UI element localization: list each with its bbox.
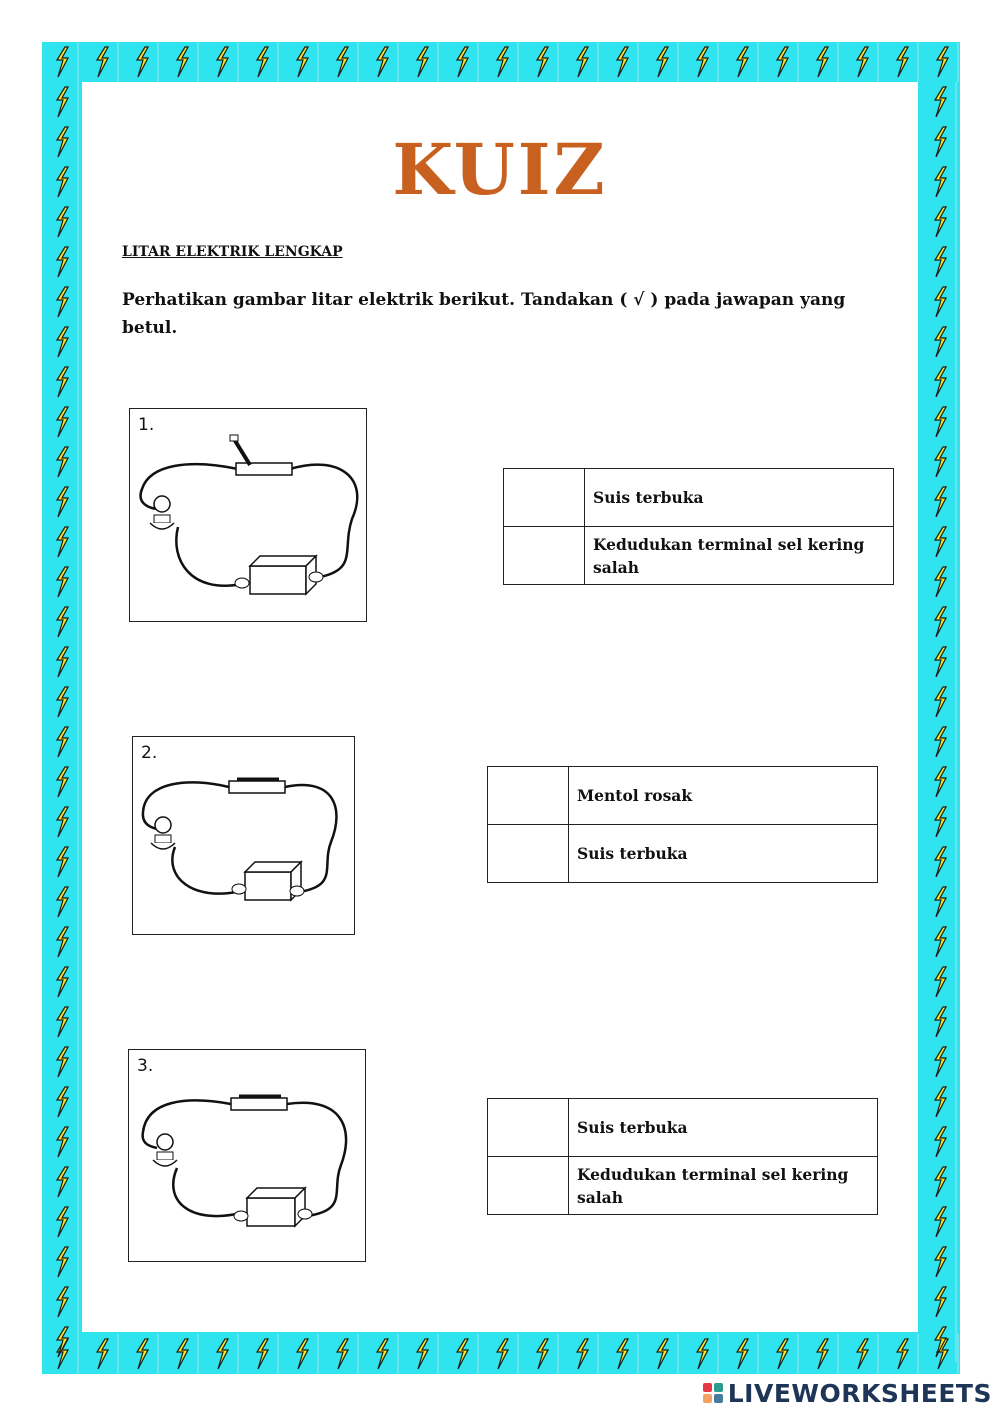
lightning-bolt-icon xyxy=(57,762,78,802)
answer-table-2 xyxy=(487,766,878,883)
lightning-bolt-icon xyxy=(935,482,956,522)
lightning-bolt-icon xyxy=(57,442,78,482)
lightning-bolt-icon xyxy=(457,42,478,82)
circuit-image-1 xyxy=(129,408,367,622)
lightning-bolt-icon xyxy=(57,562,78,602)
lightning-bolt-icon xyxy=(737,42,758,82)
lightning-bolt-icon xyxy=(935,562,956,602)
lightning-bolt-icon xyxy=(57,1042,78,1082)
lightning-bolt-icon xyxy=(935,642,956,682)
lightning-bolt-icon xyxy=(497,1334,518,1374)
option-text: Kedudukan terminal sel kering salah xyxy=(569,1157,878,1215)
table-row xyxy=(504,527,894,585)
lightning-bolt-icon xyxy=(937,42,958,82)
lightning-bolt-icon xyxy=(935,322,956,362)
lightning-bolt-icon xyxy=(57,322,78,362)
question-number: 2. xyxy=(141,743,158,763)
lightning-bolt-icon xyxy=(57,682,78,722)
lightning-bolt-icon xyxy=(935,802,956,842)
lightning-bolt-icon xyxy=(137,1334,158,1374)
lightning-bolt-icon xyxy=(57,1002,78,1042)
lightning-bolt-icon xyxy=(577,1334,598,1374)
lightning-bolt-icon xyxy=(857,1334,878,1374)
lightning-bolt-icon xyxy=(57,402,78,442)
lightning-bolt-icon xyxy=(417,1334,438,1374)
brand-name: LIVEWORKSHEETS xyxy=(727,1378,992,1408)
lightning-bolt-icon xyxy=(217,1334,238,1374)
circuit-image-3 xyxy=(128,1049,366,1262)
lightning-bolt-icon xyxy=(97,1334,118,1374)
lightning-bolt-icon xyxy=(935,1202,956,1242)
lightning-bolt-icon xyxy=(137,42,158,82)
lightning-bolt-icon xyxy=(935,82,956,122)
lightning-bolt-icon xyxy=(57,1162,78,1202)
circuit-diagram xyxy=(129,1050,365,1261)
question-number: 3. xyxy=(137,1056,154,1076)
lightning-bolt-icon xyxy=(935,362,956,402)
lightning-bolt-icon xyxy=(935,682,956,722)
lightning-bolt-icon xyxy=(935,1242,956,1282)
lightning-bolt-icon xyxy=(935,602,956,642)
lightning-bolt-icon xyxy=(57,1242,78,1282)
option-text: Suis terbuka xyxy=(585,469,894,527)
lightning-bolt-icon xyxy=(57,482,78,522)
lightning-bolt-icon xyxy=(935,522,956,562)
lightning-bolt-icon xyxy=(935,242,956,282)
lightning-bolt-icon xyxy=(97,42,118,82)
lightning-bolt-icon xyxy=(935,1082,956,1122)
option-text: Kedudukan terminal sel kering salah xyxy=(585,527,894,585)
dry-cell-icon xyxy=(234,1188,312,1226)
lightning-bolt-icon xyxy=(297,42,318,82)
lightning-bolt-icon xyxy=(935,1122,956,1162)
lightning-bolt-icon xyxy=(57,1202,78,1242)
lightning-bolt-icon xyxy=(377,1334,398,1374)
lightning-bolt-icon xyxy=(57,962,78,1002)
lightning-bolt-icon xyxy=(57,242,78,282)
option-text: Suis terbuka xyxy=(569,1099,878,1157)
lightning-bolt-icon xyxy=(537,42,558,82)
lightning-bolt-icon xyxy=(177,42,198,82)
lightning-bolt-icon xyxy=(777,42,798,82)
table-row xyxy=(488,825,878,883)
liveworksheets-logo-icon xyxy=(702,1382,724,1404)
lightning-bolt-icon xyxy=(257,42,278,82)
lightning-bolt-icon xyxy=(537,1334,558,1374)
lightning-bolt-icon xyxy=(697,1334,718,1374)
lightning-bolt-icon xyxy=(57,362,78,402)
lightning-bolt-icon xyxy=(57,602,78,642)
lightning-bolt-icon xyxy=(935,1002,956,1042)
lightning-bolt-icon xyxy=(935,1042,956,1082)
lightning-bolt-icon xyxy=(617,42,638,82)
lightning-bolt-icon xyxy=(577,42,598,82)
lightning-bolt-icon xyxy=(57,282,78,322)
lightning-bolt-icon xyxy=(935,962,956,1002)
lightning-bolt-icon xyxy=(857,42,878,82)
circuit-diagram xyxy=(133,737,354,934)
tick-box[interactable] xyxy=(488,825,569,883)
knife-switch-icon xyxy=(231,1096,287,1110)
instruction-text: Perhatikan gambar litar elektrik berikut. Tandakan ( √ ) pada jawapan yang betul. xyxy=(122,290,846,338)
lightning-bolt-icon xyxy=(217,42,238,82)
lightning-bolt-icon xyxy=(697,42,718,82)
lightning-bolt-icon xyxy=(935,922,956,962)
lightning-bolt-icon xyxy=(935,882,956,922)
table-row xyxy=(488,767,878,825)
lightning-bolt-icon xyxy=(935,1282,956,1322)
lightning-bolt-icon xyxy=(935,442,956,482)
tick-box[interactable] xyxy=(504,527,585,585)
tick-box[interactable] xyxy=(488,1099,569,1157)
lightning-bolt-icon xyxy=(57,82,78,122)
lightning-bolt-icon xyxy=(897,1334,918,1374)
lightning-bolt-icon xyxy=(337,42,358,82)
lightning-bolt-icon xyxy=(657,1334,678,1374)
option-text: Mentol rosak xyxy=(569,767,878,825)
lightning-bolt-icon xyxy=(377,42,398,82)
table-row xyxy=(488,1099,878,1157)
bulb-icon xyxy=(151,817,175,849)
lightning-bolt-icon xyxy=(57,842,78,882)
lightning-bolt-icon xyxy=(617,1334,638,1374)
lightning-bolt-icon xyxy=(457,1334,478,1374)
circuit-diagram xyxy=(130,409,366,621)
table-row xyxy=(488,1157,878,1215)
bulb-icon xyxy=(150,496,174,529)
lightning-bolt-icon xyxy=(57,42,78,82)
dry-cell-icon xyxy=(232,862,304,900)
knife-switch-icon xyxy=(230,435,292,475)
lightning-bolt-icon xyxy=(935,842,956,882)
lightning-bolt-icon xyxy=(57,802,78,842)
tick-box[interactable] xyxy=(488,1157,569,1215)
bulb-icon xyxy=(153,1134,177,1166)
lightning-bolt-icon xyxy=(57,1282,78,1322)
page-title: KUIZ xyxy=(392,128,608,211)
lightning-bolt-icon xyxy=(935,722,956,762)
lightning-bolt-icon xyxy=(57,642,78,682)
lightning-bolt-icon xyxy=(57,922,78,962)
lightning-bolt-icon xyxy=(57,522,78,562)
tick-box[interactable] xyxy=(504,469,585,527)
lightning-bolt-icon xyxy=(337,1334,358,1374)
lightning-bolt-icon xyxy=(297,1334,318,1374)
knife-switch-icon xyxy=(229,779,285,793)
lightning-bolt-icon xyxy=(935,402,956,442)
lightning-bolt-icon xyxy=(657,42,678,82)
lightning-bolt-icon xyxy=(497,42,518,82)
lightning-bolt-icon xyxy=(935,1162,956,1202)
lightning-bolt-icon xyxy=(935,282,956,322)
circuit-image-2 xyxy=(132,736,355,935)
lightning-bolt-icon xyxy=(57,882,78,922)
lightning-bolt-icon xyxy=(57,722,78,762)
tick-box[interactable] xyxy=(488,767,569,825)
lightning-bolt-icon xyxy=(817,42,838,82)
liveworksheets-brand[interactable] xyxy=(702,1378,992,1408)
lightning-bolt-icon xyxy=(817,1334,838,1374)
lightning-bolt-icon xyxy=(177,1334,198,1374)
question-number: 1. xyxy=(138,415,155,435)
dry-cell-icon xyxy=(235,556,323,594)
lightning-bolt-icon xyxy=(257,1334,278,1374)
lightning-bolt-icon xyxy=(417,42,438,82)
answer-table-3 xyxy=(487,1098,878,1215)
lightning-bolt-icon xyxy=(57,1082,78,1122)
section-subtitle: LITAR ELEKTRIK LENGKAP xyxy=(122,244,343,260)
option-text: Suis terbuka xyxy=(569,825,878,883)
lightning-bolt-icon xyxy=(57,1122,78,1162)
lightning-bolt-icon xyxy=(935,762,956,802)
lightning-bolt-icon xyxy=(737,1334,758,1374)
table-row xyxy=(504,469,894,527)
answer-table-1 xyxy=(503,468,894,585)
lightning-bolt-icon xyxy=(897,42,918,82)
lightning-bolt-icon xyxy=(57,1322,78,1362)
lightning-bolt-icon xyxy=(777,1334,798,1374)
